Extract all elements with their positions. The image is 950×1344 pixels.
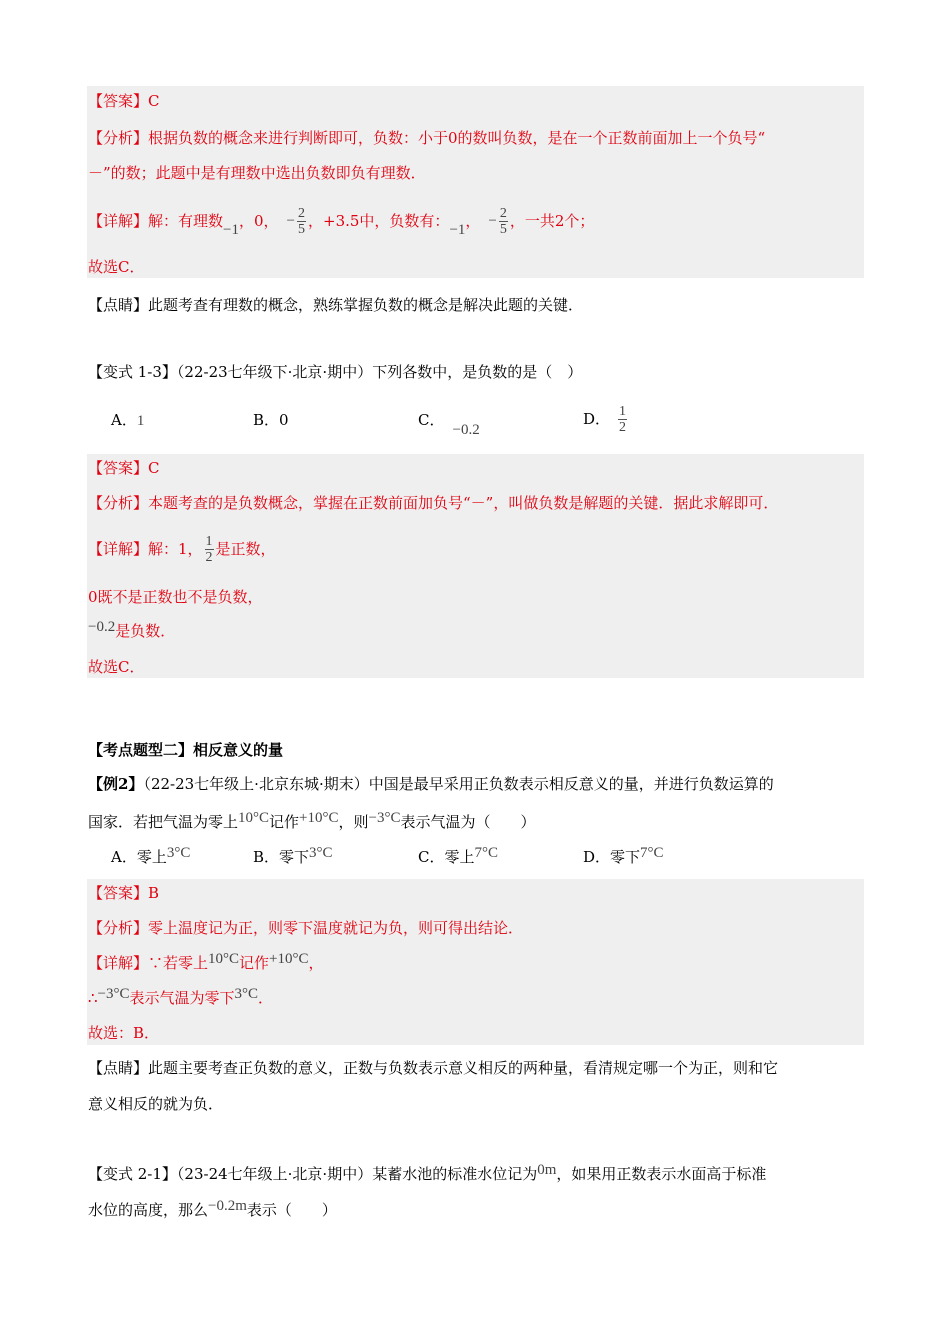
option-value: 1 [136, 413, 145, 429]
example-text: 表示气温为（ ） [400, 813, 536, 831]
option-label: A． [111, 411, 137, 429]
analysis-line: 【分析】本题考查的是负数概念，掌握在正数前面加负号“－”，叫做负数是解题的关键．据此求解即可． [88, 494, 779, 512]
option-c [418, 409, 480, 438]
option-value: 3°C [166, 845, 191, 861]
detail-sep: ， [465, 212, 481, 230]
option-value: 7°C [640, 845, 664, 861]
question-stem: 【变式 1-3】（22-23七年级下·北京·期中）下列各数中，是负数的是（ ） [88, 363, 583, 381]
detail-text: ∴ [88, 989, 98, 1007]
detail-text: 【详解】∵若零上 [88, 954, 209, 972]
math-neg-one: −1 [449, 222, 466, 238]
answer-line: 【答案】C [88, 92, 160, 110]
option-label: B．0 [253, 411, 289, 429]
option-value: 3°C [309, 845, 333, 861]
math-value: 0m [537, 1162, 557, 1178]
detail-text: 是负数． [115, 622, 176, 640]
detail-line-2: 0既不是正数也不是负数， [88, 588, 263, 606]
math-value: −3°C [97, 986, 130, 1002]
stem-text: 水位的高度，那么 [88, 1201, 209, 1219]
math-value: +10°C [299, 810, 339, 826]
fraction [618, 404, 627, 435]
math-value: +10°C [269, 951, 309, 967]
fraction-numerator: 2 [499, 205, 507, 221]
detail-text: 表示气温为零下 [129, 989, 235, 1007]
math-value: 10°C [238, 810, 270, 826]
detail-text: ， [308, 954, 324, 972]
note-line: 【点睛】此题主要考查正负数的意义，正数与负数表示意义相反的两种量，看清规定哪一个为正，则和它 [88, 1059, 779, 1077]
option-a [111, 409, 144, 432]
detail-text: ． [258, 989, 274, 1007]
fraction-denominator: 5 [298, 221, 305, 237]
stem-text: 表示（ ） [246, 1201, 337, 1219]
detail-end: ，一共2个； [509, 212, 595, 230]
option-value: 7°C [474, 845, 498, 861]
math-value: 10°C [208, 951, 240, 967]
option-b [253, 409, 289, 431]
stem-text: 【变式 2-1】（23-24七年级上·北京·期中）某蓄水池的标准水位记为 [88, 1165, 538, 1183]
fraction-denominator: 2 [619, 419, 627, 435]
conclusion-line: 故选：B． [88, 1024, 160, 1042]
conclusion-line: 故选C． [88, 658, 145, 676]
analysis-line: 【分析】根据负数的概念来进行判断即可，负数：小于0的数叫负数，是在一个正数前面加上一个负号“ [88, 129, 766, 147]
note-line-2: 意义相反的就为负． [88, 1095, 224, 1113]
option-d [583, 396, 629, 442]
detail-mid: ，+3.5中，负数有： [308, 212, 450, 230]
fraction-numerator: 2 [298, 205, 305, 221]
option-a [111, 846, 190, 869]
option-label: D． [583, 410, 611, 428]
option-label: C． [418, 411, 445, 429]
answer-line: 【答案】B [88, 884, 160, 902]
example-line-1 [88, 773, 774, 795]
option-label: B．零下 [253, 848, 310, 866]
answer-line: 【答案】C [88, 459, 160, 477]
detail-line-3 [88, 620, 175, 643]
detail-suffix: 是正数， [215, 540, 276, 558]
detail-line [88, 952, 324, 975]
math-value: −3°C [368, 810, 401, 826]
fraction [297, 206, 306, 237]
option-b [253, 846, 333, 869]
fraction-denominator: 2 [205, 549, 213, 565]
analysis-line: 【分析】零上温度记为正，则零下温度就记为负，则可得出结论． [88, 919, 524, 937]
example-text: ，则 [338, 813, 369, 831]
detail-prefix: 【详解】解：1， [88, 540, 203, 558]
example-label: 【例2】 [88, 775, 144, 793]
question-stem [88, 1163, 766, 1186]
detail-sep: ，0， [238, 212, 279, 230]
math-value: −0.2m [208, 1198, 247, 1214]
note-line: 【点睛】此题考查有理数的概念，熟练掌握负数的概念是解决此题的关键． [88, 296, 584, 314]
analysis-line-2: －”的数；此题中是有理数中选出负数即负有理数． [88, 164, 426, 182]
fraction [499, 206, 508, 237]
minus-sign: − [286, 213, 295, 229]
option-label: D．零下 [583, 848, 641, 866]
detail-text: 记作 [239, 954, 270, 972]
example-text: 记作 [269, 813, 300, 831]
minus-sign: − [488, 213, 497, 229]
detail-line [88, 198, 594, 244]
math-value: −0.2 [88, 619, 116, 635]
fraction-numerator: 1 [205, 533, 213, 549]
math-neg-one: −1 [223, 222, 239, 238]
example-text: 国家．若把气温为零上 [88, 813, 239, 831]
conclusion-line: 故选C． [88, 258, 145, 276]
section-title: 【考点题型二】相反意义的量 [88, 741, 284, 759]
option-value: −0.2 [452, 422, 480, 438]
question-stem-2 [88, 1199, 337, 1222]
fraction [205, 534, 214, 565]
stem-text: ，如果用正数表示水面高于标准 [556, 1165, 767, 1183]
fraction-numerator: 1 [619, 403, 627, 419]
option-label: C．零上 [418, 848, 475, 866]
option-c [418, 846, 498, 869]
option-label: A．零上 [111, 848, 167, 866]
detail-line [88, 526, 276, 572]
example-line-2 [88, 811, 536, 834]
option-d [583, 846, 664, 869]
fraction-denominator: 5 [499, 221, 507, 237]
detail-line-2 [88, 987, 273, 1010]
example-text: （22-23七年级上·北京东城·期末）中国是最早采用正负数表示相反意义的量，并进行负数运算的 [143, 775, 774, 793]
detail-prefix: 【详解】解：有理数 [88, 212, 224, 230]
math-value: 3°C [234, 986, 259, 1002]
